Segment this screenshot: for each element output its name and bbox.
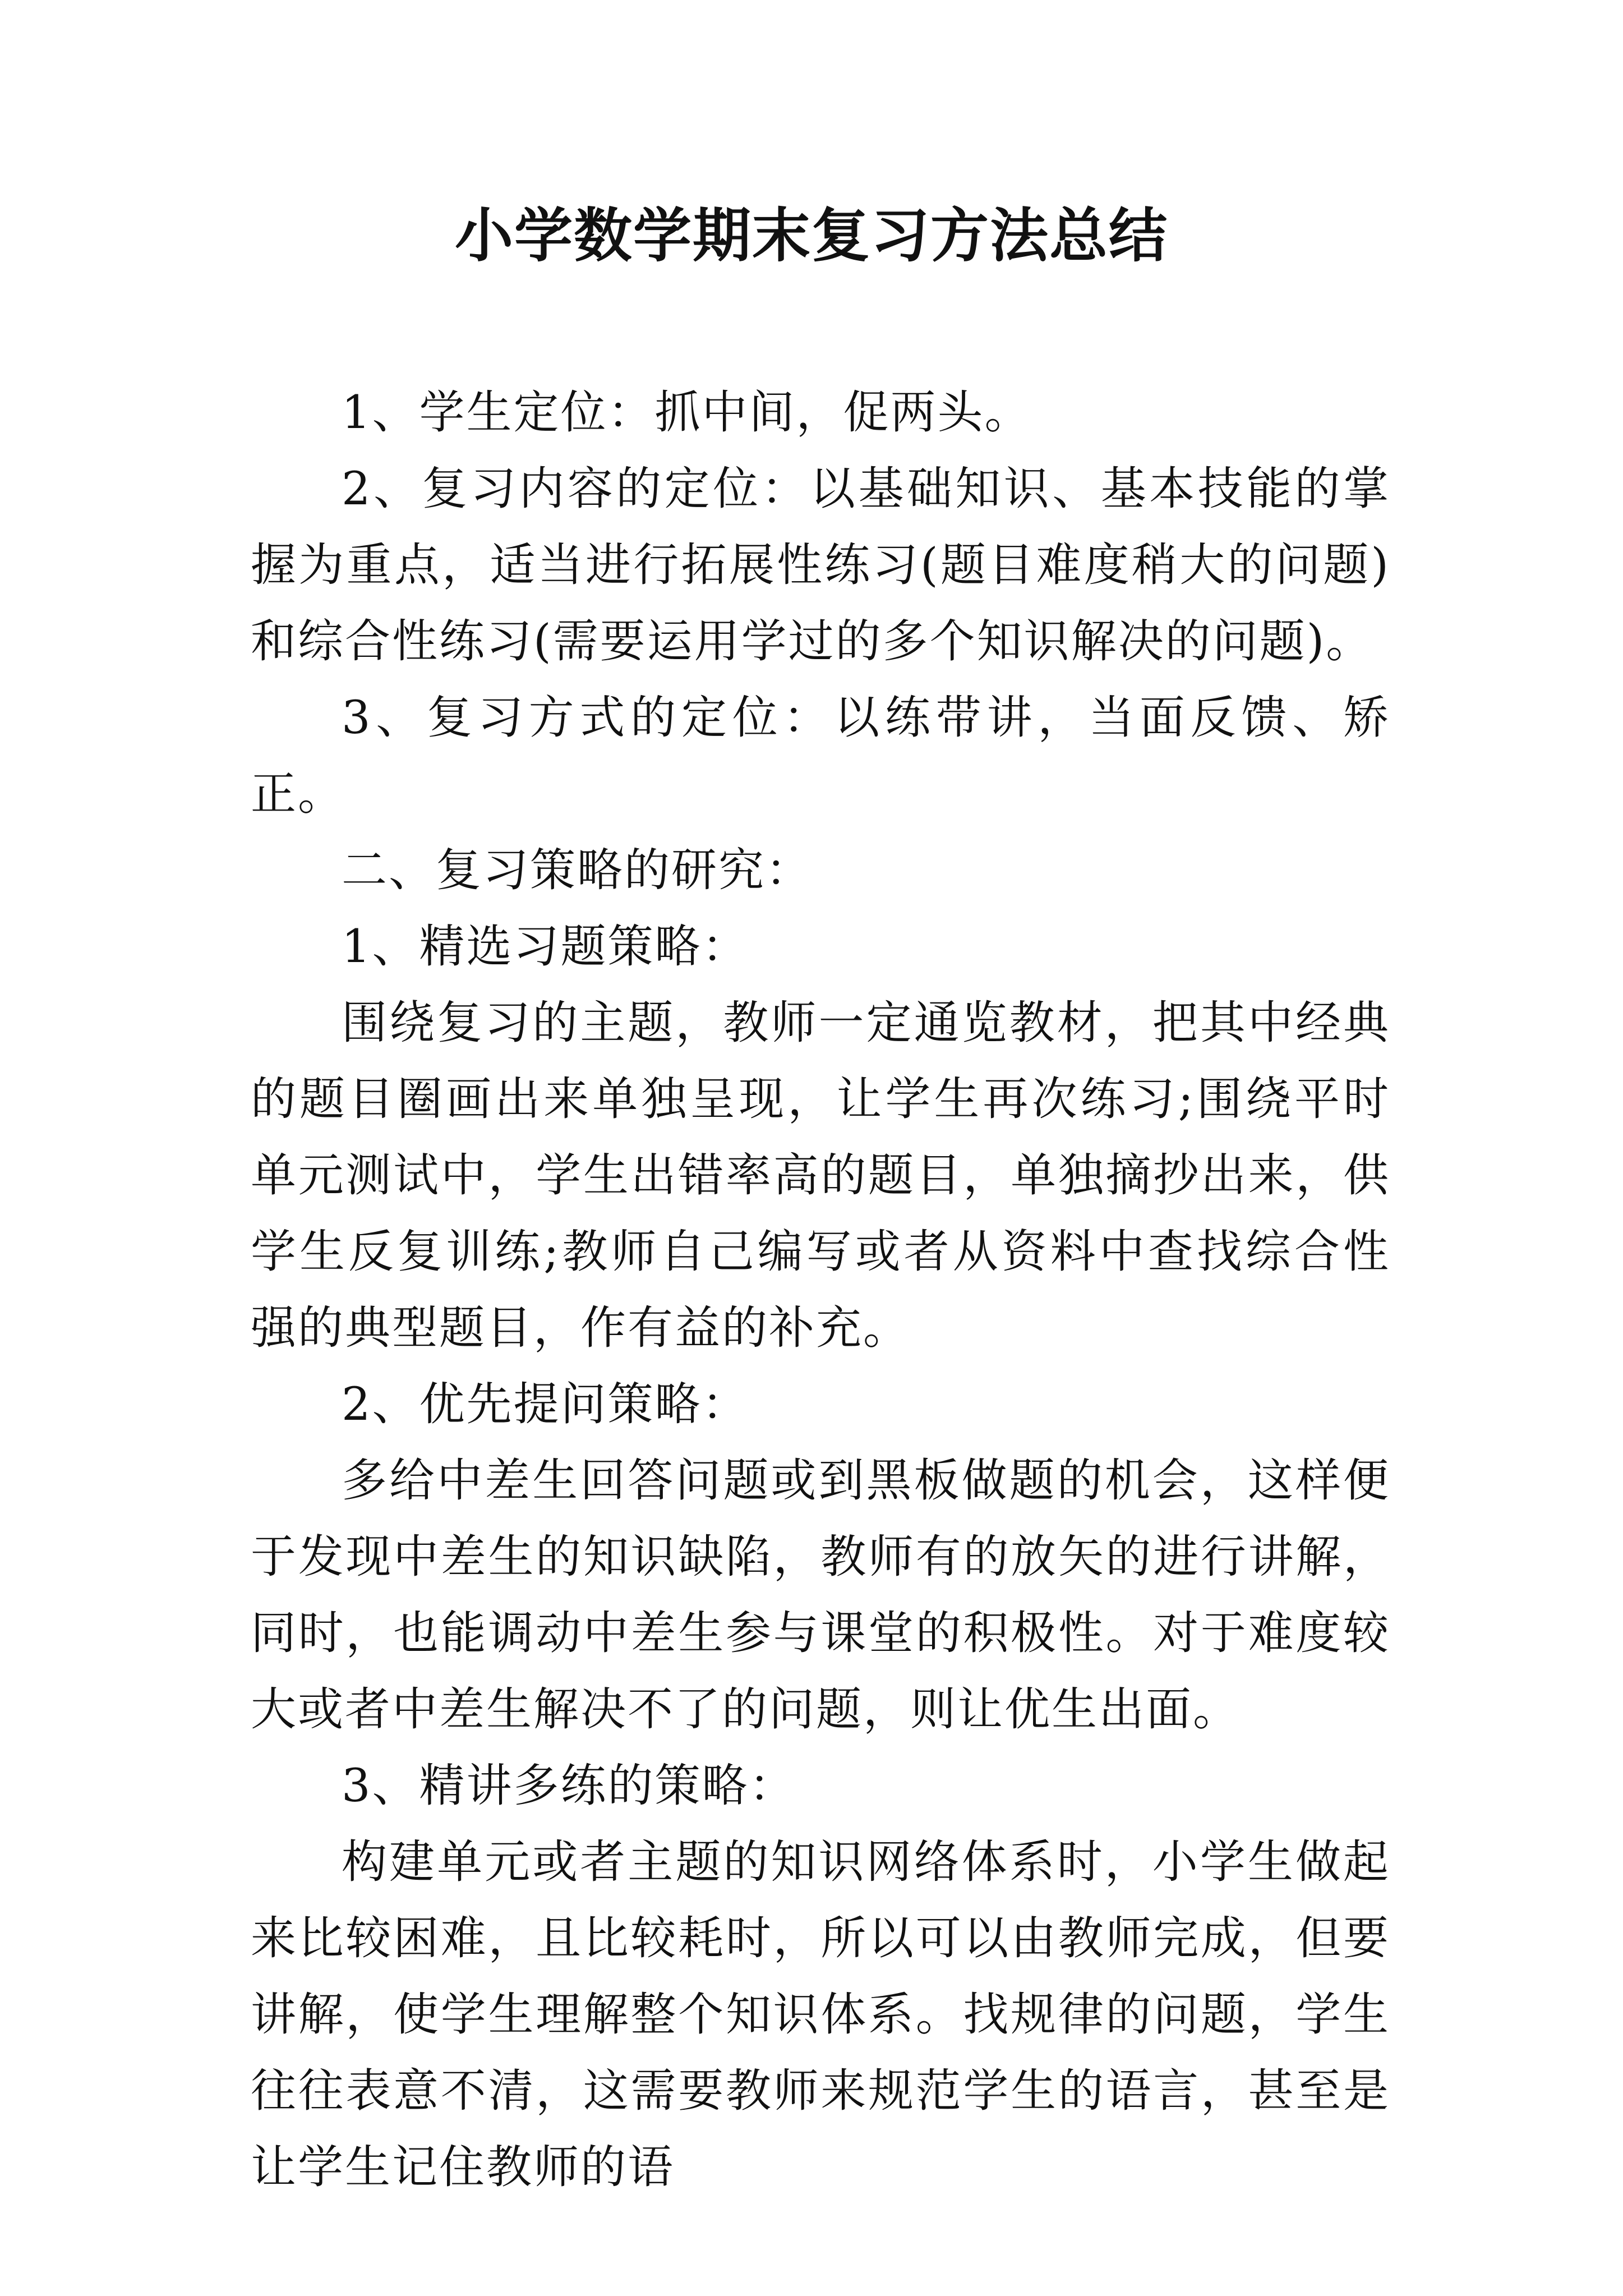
subheading-practice-strategy: 3、精讲多练的策略：	[342, 1760, 796, 1812]
paragraph-exercise-selection: 围绕复习的主题，教师一定通览教材，把其中经典的题目圈画出来单独呈现，让学生再次练习;围绕平时单元测试中，学生出错率高的题目，单独摘抄出来，供学生反复训练;教师自己编写或者从资料中查找综合性强的典型题目，作有益的补充。	[251, 997, 1390, 1355]
subheading-exercise-selection: 1、精选习题策略：	[342, 921, 749, 973]
section-heading-strategies: 二、复习策略的研究：	[342, 844, 813, 897]
paragraph-review-method: 3、复习方式的定位：以练带讲，当面反馈、矫正。	[251, 692, 1390, 821]
paragraph-student-positioning: 1、学生定位：抓中间，促两头。	[342, 386, 1032, 439]
paragraph-priority-questioning: 多给中差生回答问题或到黑板做题的机会，这样便于发现中差生的知识缺陷，教师有的放矢的进行讲解，同时，也能调动中差生参与课堂的积极性。对于难度较大或者中差生解决不了的问题，则让优生出面。	[251, 1455, 1390, 1736]
document-title: 小学数学期末复习方法总结	[454, 201, 1168, 270]
document-body	[251, 375, 1390, 2206]
paragraph-practice-strategy: 构建单元或者主题的知识网络体系时，小学生做起来比较困难，且比较耗时，所以可以由教师完成，但要讲解，使学生理解整个知识体系。找规律的问题，学生往往表意不清，这需要教师来规范学生的语言，甚至是让学生记住教师的语	[251, 1836, 1390, 2194]
paragraph-review-content: 2、复习内容的定位：以基础知识、基本技能的掌握为重点，适当进行拓展性练习(题目难度稍大的问题)和综合性练习(需要运用学过的多个知识解决的问题)。	[251, 463, 1390, 668]
subheading-priority-questioning: 2、优先提问策略：	[342, 1378, 749, 1431]
